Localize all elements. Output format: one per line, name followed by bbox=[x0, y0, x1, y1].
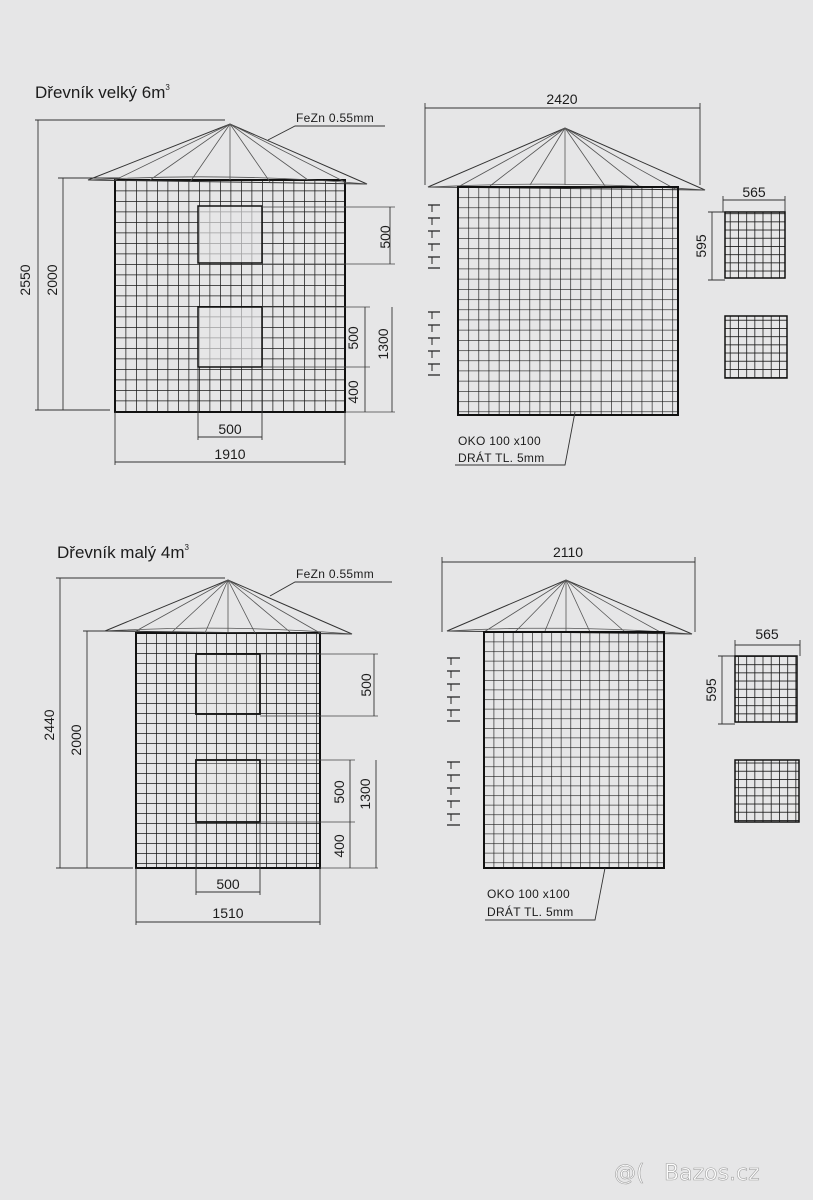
large-lower-window-height: 500 bbox=[345, 326, 361, 350]
small-mesh-note-2: DRÁT TL. 5mm bbox=[487, 905, 574, 919]
large-woodshed-section bbox=[17, 83, 787, 465]
large-side-view bbox=[425, 91, 705, 465]
large-mesh-note-2: DRÁT TL. 5mm bbox=[458, 451, 545, 465]
small-sill-height: 400 bbox=[331, 834, 347, 858]
small-wall-height: 2000 bbox=[68, 724, 84, 756]
large-title: Dřevník velký $6m^3$ bbox=[35, 83, 170, 102]
large-side-width: 2420 bbox=[546, 91, 578, 107]
small-roof bbox=[105, 580, 352, 634]
large-window-panels bbox=[693, 184, 787, 378]
large-sill-height: 400 bbox=[345, 380, 361, 404]
watermark-symbol: @( bbox=[614, 1161, 645, 1186]
large-roof bbox=[88, 124, 367, 184]
small-window-width: 500 bbox=[216, 876, 240, 892]
small-side-view bbox=[442, 544, 695, 920]
large-overall-height: 2550 bbox=[17, 264, 33, 296]
large-upper-offset: 1300 bbox=[375, 328, 391, 360]
small-mesh-note-1: OKO 100 x100 bbox=[487, 887, 570, 901]
small-front-view bbox=[41, 567, 392, 925]
small-panel-width: 565 bbox=[755, 626, 779, 642]
small-panel-upper bbox=[735, 656, 797, 722]
large-base-width: 1910 bbox=[214, 446, 246, 462]
large-mesh-note-1: OKO 100 x100 bbox=[458, 434, 541, 448]
large-panel-width: 565 bbox=[742, 184, 766, 200]
watermark bbox=[614, 1161, 760, 1186]
small-woodshed-section bbox=[41, 543, 800, 925]
small-overall-height: 2440 bbox=[41, 709, 57, 741]
small-title: Dřevník malý $4m^3$ bbox=[57, 543, 189, 562]
small-panel-height: 595 bbox=[703, 678, 719, 702]
watermark-text: Bazos.cz bbox=[664, 1161, 760, 1186]
small-panel-lower bbox=[735, 760, 799, 822]
small-window-panels bbox=[703, 626, 800, 822]
large-window-height: 500 bbox=[377, 225, 393, 249]
large-panel-lower bbox=[725, 316, 787, 378]
large-roof-material: FeZn 0.55mm bbox=[296, 111, 374, 125]
small-window-height: 500 bbox=[358, 673, 374, 697]
large-wall-height: 2000 bbox=[44, 264, 60, 296]
small-upper-offset: 1300 bbox=[357, 778, 373, 810]
small-roof-material: FeZn 0.55mm bbox=[296, 567, 374, 581]
small-side-width: 2110 bbox=[552, 544, 584, 560]
large-panel-upper bbox=[725, 212, 785, 278]
large-front-view bbox=[17, 111, 395, 465]
small-lower-window-height: 500 bbox=[331, 780, 347, 804]
large-window-width: 500 bbox=[218, 421, 242, 437]
large-panel-height: 595 bbox=[693, 234, 709, 258]
small-base-width: 1510 bbox=[212, 905, 244, 921]
